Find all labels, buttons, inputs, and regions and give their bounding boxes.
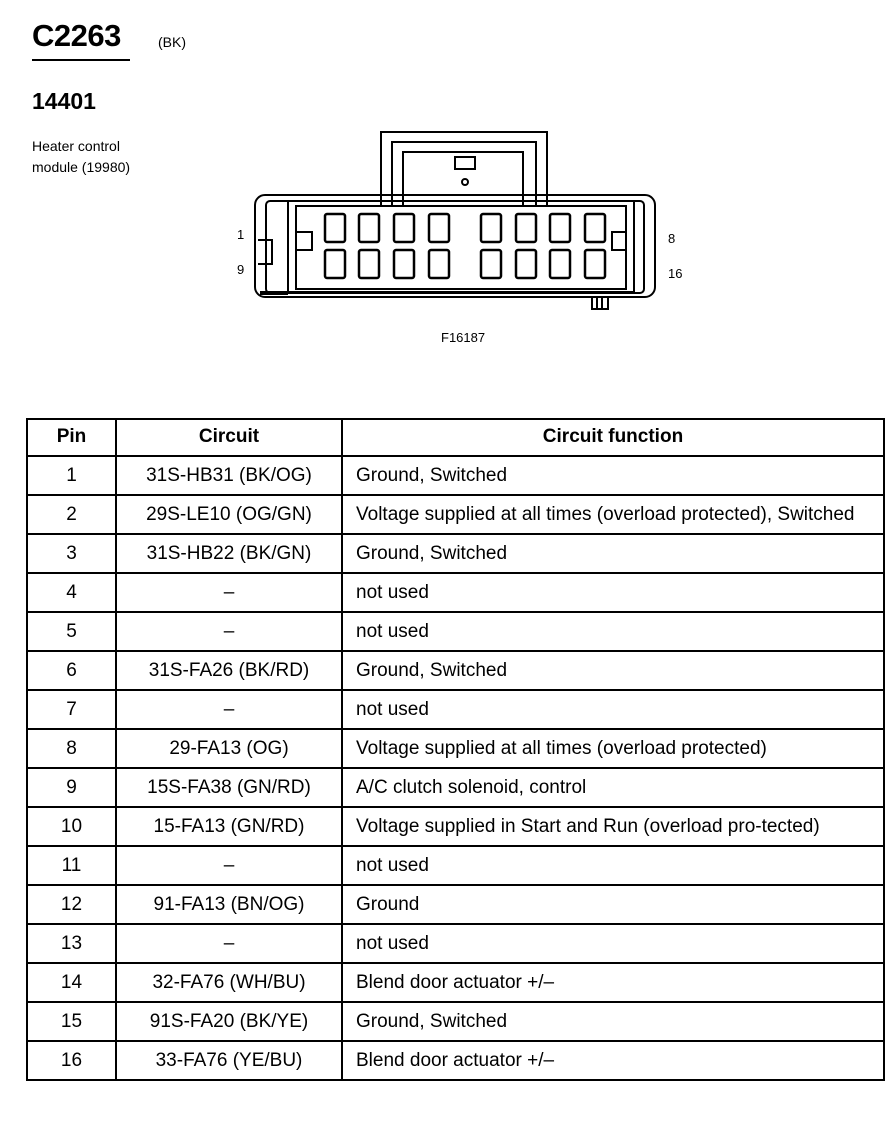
circuit-cell: –	[116, 690, 342, 729]
pin-cell: 5	[27, 612, 116, 651]
cavity-8	[585, 214, 605, 242]
pin-cell: 8	[27, 729, 116, 768]
circuit-cell: –	[116, 846, 342, 885]
cavity-14	[516, 250, 536, 278]
function-cell: Ground, Switched	[342, 534, 884, 573]
cavity-1	[325, 214, 345, 242]
pin-cell: 12	[27, 885, 116, 924]
function-cell: Blend door actuator +/–	[342, 963, 884, 1002]
function-cell: Ground, Switched	[342, 651, 884, 690]
cavity-16	[585, 250, 605, 278]
pin-cell: 15	[27, 1002, 116, 1041]
cavity-3	[394, 214, 414, 242]
cavity-2	[359, 214, 379, 242]
function-cell: Voltage supplied in Start and Run (overload pro-tected)	[342, 807, 884, 846]
function-cell: Blend door actuator +/–	[342, 1041, 884, 1080]
module-line-1: Heater control	[32, 138, 120, 154]
cavity-7	[550, 214, 570, 242]
cavity-9	[325, 250, 345, 278]
header-pin: Pin	[27, 419, 116, 456]
circuit-cell: 31S-HB22 (BK/GN)	[116, 534, 342, 573]
circuit-cell: 31S-HB31 (BK/OG)	[116, 456, 342, 495]
function-cell: not used	[342, 846, 884, 885]
table-row	[27, 534, 884, 573]
circuit-cell: 31S-FA26 (BK/RD)	[116, 651, 342, 690]
pin-cell: 13	[27, 924, 116, 963]
function-cell: not used	[342, 573, 884, 612]
table-header-row	[27, 419, 884, 456]
figure-id: F16187	[441, 330, 486, 345]
pin-label-top-right: 8	[668, 231, 676, 246]
function-cell: not used	[342, 612, 884, 651]
function-cell: Ground, Switched	[342, 1002, 884, 1041]
pin-cell: 11	[27, 846, 116, 885]
table-row	[27, 456, 884, 495]
circuit-cell: –	[116, 612, 342, 651]
pin-cell: 14	[27, 963, 116, 1002]
table-row	[27, 573, 884, 612]
cavity-12	[429, 250, 449, 278]
pin-label-bottom-left: 9	[237, 262, 245, 277]
cavity-13	[481, 250, 501, 278]
header-function: Circuit function	[342, 419, 884, 456]
pin-cell: 16	[27, 1041, 116, 1080]
circuit-cell: 91S-FA20 (BK/YE)	[116, 1002, 342, 1041]
table-row	[27, 1041, 884, 1080]
table-row	[27, 924, 884, 963]
function-cell: not used	[342, 690, 884, 729]
cavity-15	[550, 250, 570, 278]
table-row	[27, 729, 884, 768]
module-line-2: module (19980)	[32, 159, 131, 175]
cavity-6	[516, 214, 536, 242]
circuit-cell: 33-FA76 (YE/BU)	[116, 1041, 342, 1080]
pin-cell: 3	[27, 534, 116, 573]
pin-cell: 6	[27, 651, 116, 690]
pin-label-top-left: 1	[237, 227, 245, 242]
cavity-11	[394, 250, 414, 278]
header-circuit: Circuit	[116, 419, 342, 456]
pin-cell: 2	[27, 495, 116, 534]
table-row	[27, 1002, 884, 1041]
table-row	[27, 807, 884, 846]
circuit-cell: 15S-FA38 (GN/RD)	[116, 768, 342, 807]
latch-slot	[455, 157, 475, 169]
pin-cell: 10	[27, 807, 116, 846]
pin-table	[26, 418, 885, 1081]
cavity-5	[481, 214, 501, 242]
part-number: 14401	[32, 88, 96, 114]
table-row	[27, 495, 884, 534]
function-cell: Voltage supplied at all times (overload protected), Switched	[342, 495, 884, 534]
table-row	[27, 690, 884, 729]
table-row	[27, 846, 884, 885]
circuit-cell: 15-FA13 (GN/RD)	[116, 807, 342, 846]
cavity-10	[359, 250, 379, 278]
function-cell: Voltage supplied at all times (overload protected)	[342, 729, 884, 768]
function-cell: Ground, Switched	[342, 456, 884, 495]
circuit-cell: 29S-LE10 (OG/GN)	[116, 495, 342, 534]
connector-color: (BK)	[158, 34, 186, 50]
table-row	[27, 612, 884, 651]
function-cell: not used	[342, 924, 884, 963]
pin-cell: 4	[27, 573, 116, 612]
function-cell: A/C clutch solenoid, control	[342, 768, 884, 807]
circuit-cell: –	[116, 924, 342, 963]
function-cell: Ground	[342, 885, 884, 924]
circuit-cell: 29-FA13 (OG)	[116, 729, 342, 768]
cavity-4	[429, 214, 449, 242]
pin-cell: 1	[27, 456, 116, 495]
table-row	[27, 885, 884, 924]
circuit-cell: –	[116, 573, 342, 612]
connector-code: C2263	[32, 18, 121, 53]
connector-diagram	[0, 0, 896, 360]
circuit-cell: 32-FA76 (WH/BU)	[116, 963, 342, 1002]
pin-cell: 9	[27, 768, 116, 807]
pin-label-bottom-right: 16	[668, 266, 683, 281]
table-row	[27, 963, 884, 1002]
pin-cell: 7	[27, 690, 116, 729]
table-row	[27, 768, 884, 807]
table-row	[27, 651, 884, 690]
circuit-cell: 91-FA13 (BN/OG)	[116, 885, 342, 924]
connector-body	[255, 195, 655, 297]
